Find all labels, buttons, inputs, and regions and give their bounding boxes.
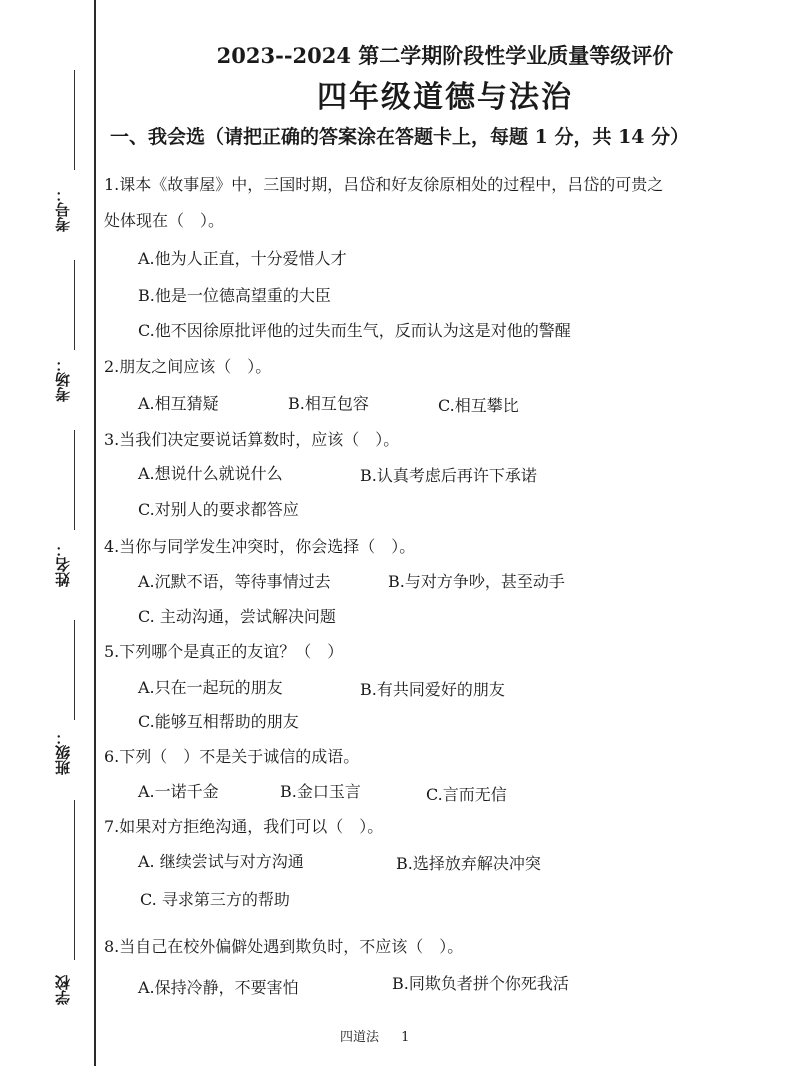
exam-title-line2: 四年级道德与法治: [317, 80, 573, 115]
question-6-option-a: A.一诺千金: [138, 782, 219, 801]
name-label: 姓名：: [54, 542, 72, 588]
question-6-stem: 6.下列（ ）不是关于诚信的成语。: [104, 747, 360, 766]
question-3-option-b: B.认真考虑后再许下承诺: [360, 466, 537, 485]
binding-field-school: [52, 790, 92, 1010]
question-6-option-b: B.金口玉言: [280, 782, 361, 801]
question-4-option-a: A.沉默不语，等待事情过去: [138, 572, 331, 591]
question-3-stem: 3.当我们决定要说话算数时，应该（ ）。: [104, 430, 400, 449]
question-1-stem-line1: 1.课本《故事屋》中，三国时期，吕岱和好友徐原相处的过程中，吕岱的可贵之: [104, 175, 664, 194]
question-2-option-a: A.相互猜疑: [138, 394, 219, 413]
binding-field-name: [52, 420, 92, 620]
exam-title-line1: 2023--2024 第二学期阶段性学业质量等级评价: [216, 43, 674, 68]
school-label: 学校: [54, 975, 72, 1005]
footer-page-number: 1: [401, 1030, 410, 1045]
exam-room-underline: [74, 260, 75, 350]
section-heading: 一、我会选（请把正确的答案涂在答题卡上，每题 1 分，共 14 分）: [110, 126, 690, 148]
question-6-option-c: C.言而无信: [426, 785, 507, 804]
binding-field-exam-number: [52, 60, 92, 240]
name-underline: [74, 430, 75, 530]
question-3-option-a: A.想说什么就说什么: [138, 464, 283, 483]
page-footer: [340, 1026, 427, 1045]
question-1-stem-line2: 处体现在（ ）。: [104, 211, 225, 230]
class-label: 班级：: [54, 730, 72, 776]
question-2-option-c: C.相互攀比: [438, 396, 519, 415]
exam-number-label: 考号：: [54, 187, 72, 233]
question-1-option-a: A.他为人正直，十分爱惜人才: [138, 249, 347, 268]
question-5-stem: 5.下列哪个是真正的友谊？（ ）: [104, 642, 344, 661]
exam-number-underline: [74, 70, 75, 170]
question-5-option-b: B.有共同爱好的朋友: [360, 680, 505, 699]
question-5-option-c: C.能够互相帮助的朋友: [138, 712, 299, 731]
question-4-stem: 4.当你与同学发生冲突时，你会选择（ ）。: [104, 537, 416, 556]
school-underline: [74, 800, 75, 960]
question-1-option-c: C.他不因徐原批评他的过失而生气，反而认为这是对他的警醒: [138, 321, 571, 340]
question-5-option-a: A.只在一起玩的朋友: [138, 678, 283, 697]
question-8-stem: 8.当自己在校外偏僻处遇到欺负时，不应该（ ）。: [104, 937, 464, 956]
exam-room-label: 考场：: [54, 357, 72, 403]
footer-subject: 四道法: [340, 1030, 380, 1045]
question-2-option-b: B.相互包容: [288, 394, 369, 413]
question-7-option-a: A. 继续尝试与对方沟通: [138, 852, 304, 871]
question-3-option-c: C.对别人的要求都答应: [138, 500, 299, 519]
question-7-option-c: C. 寻求第三方的帮助: [140, 890, 290, 909]
question-8-option-a: A.保持冷静，不要害怕: [138, 978, 299, 997]
question-1-option-b: B.他是一位德高望重的大臣: [138, 286, 331, 305]
question-2-stem: 2.朋友之间应该（ ）。: [104, 357, 272, 376]
question-4-option-c: C. 主动沟通，尝试解决问题: [138, 607, 336, 626]
binding-field-class: [52, 610, 92, 790]
binding-field-exam-room: [52, 250, 92, 430]
question-7-stem: 7.如果对方拒绝沟通，我们可以（ ）。: [104, 817, 384, 836]
class-underline: [74, 620, 75, 720]
question-8-option-b: B.同欺负者拼个你死我活: [392, 974, 569, 993]
question-7-option-b: B.选择放弃解决冲突: [396, 854, 541, 873]
question-4-option-b: B.与对方争吵，甚至动手: [388, 572, 565, 591]
binding-line: [94, 0, 96, 1066]
